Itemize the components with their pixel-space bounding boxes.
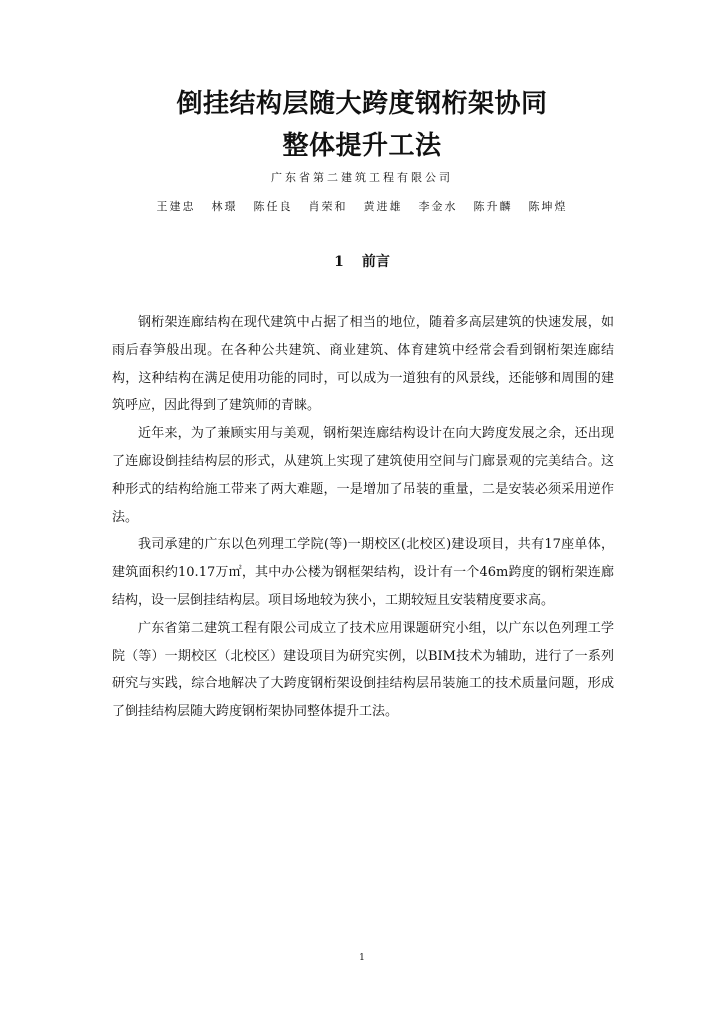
- author-name: 李金水: [418, 200, 458, 213]
- author-name: 黄进雄: [363, 200, 403, 213]
- paragraph: 我司承建的广东以色列理工学院(等)一期校区(北校区)建设项目，共有17座单体，建筑面积约10.17万㎡，其中办公楼为钢框架结构，设计有一个46m跨度的钢桁架连廊结构，设一层倒挂结构层。项目场地较为狭小，工期较短且安装精度要求高。: [112, 537, 614, 608]
- author-name: 陈任良: [253, 200, 293, 213]
- section-heading: [0, 252, 724, 272]
- title-line-2: 整体提升工法: [282, 131, 442, 161]
- page-number: 1: [359, 953, 365, 963]
- author-list: [0, 199, 724, 215]
- body-text: [112, 309, 614, 726]
- section-title: 前言: [361, 254, 390, 270]
- organization: 广东省第二建筑工程有限公司: [271, 171, 453, 184]
- author-name: 陈升麟: [473, 200, 513, 213]
- paragraph: 钢桁架连廊结构在现代建筑中占据了相当的地位，随着多高层建筑的快速发展，如雨后春笋般出现。在各种公共建筑、商业建筑、体育建筑中经常会看到钢桁架连廊结构，这种结构在满足使用功能的同时，可以成为一道独有的风景线，还能够和周围的建筑呼应，因此得到了建筑师的青睐。: [112, 315, 614, 414]
- author-name: 陈坤煌: [528, 200, 568, 213]
- paragraph: 近年来，为了兼顾实用与美观，钢桁架连廊结构设计在向大跨度发展之余，还出现了连廊设倒挂结构层的形式，从建筑上实现了建筑使用空间与门廊景观的完美结合。这种形式的结构给施工带来了两大难题，一是增加了吊装的重量，二是安装必须采用逆作法。: [112, 426, 614, 525]
- author-name: 王建忠: [156, 200, 196, 213]
- author-name: 肖荣和: [308, 200, 348, 213]
- author-name: 林璟: [211, 200, 238, 213]
- paragraph: 广东省第二建筑工程有限公司成立了技术应用课题研究小组，以广东以色列理工学院（等）一期校区（北校区）建设项目为研究实例，以BIM技术为辅助，进行了一系列研究与实践，综合地解决了大跨度钢桁架设倒挂结构层吊装施工的技术质量问题，形成了倒挂结构层随大跨度钢桁架协同整体提升工法。: [112, 620, 614, 720]
- section-number: 1: [334, 254, 344, 270]
- title-line-1: 倒挂结构层随大跨度钢桁架协同: [176, 89, 548, 119]
